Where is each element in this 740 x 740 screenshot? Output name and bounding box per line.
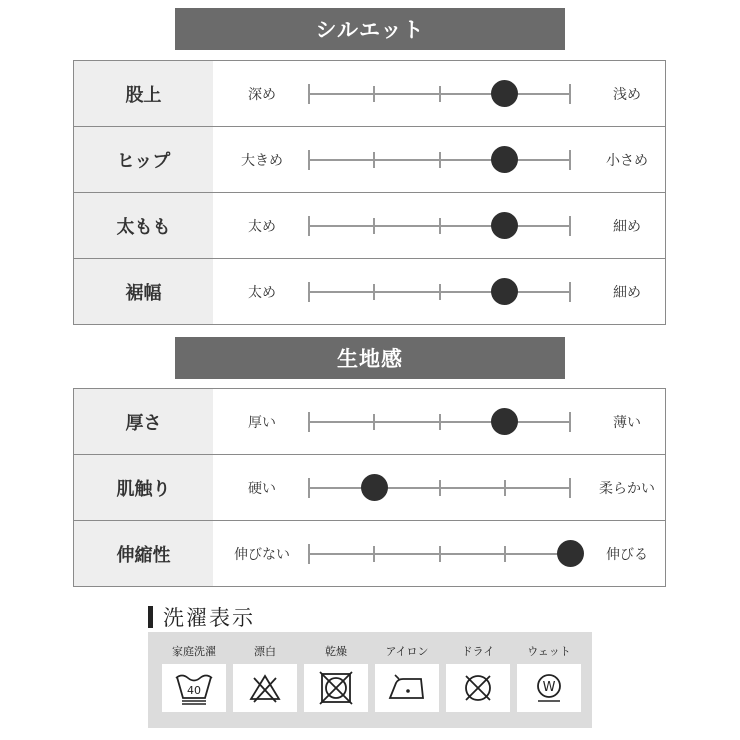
fabric-title: 生地感 xyxy=(337,347,403,371)
scale-track xyxy=(309,291,570,293)
no-tumble-dry-icon xyxy=(304,664,368,712)
left-extreme-label: 厚い xyxy=(248,414,276,431)
care-label: 漂白 xyxy=(254,645,276,658)
iron-low-icon xyxy=(375,664,439,712)
right-extreme-label: 柔らかい xyxy=(599,480,655,497)
care-label: 乾燥 xyxy=(325,645,347,658)
heading-bar xyxy=(148,606,153,628)
care-item-bleach xyxy=(232,632,298,728)
scale-tick xyxy=(439,480,441,496)
wet-clean-letter: W xyxy=(542,680,556,695)
scale-tick xyxy=(439,284,441,300)
left-extreme-label: 大きめ xyxy=(241,152,283,169)
care-item-wet-clean xyxy=(516,632,582,728)
care-item-iron xyxy=(374,632,440,728)
left-extreme-label: 深め xyxy=(248,86,276,103)
fit-row xyxy=(74,192,665,258)
scale-marker xyxy=(491,80,518,107)
scale-tick xyxy=(439,546,441,562)
no-bleach-icon xyxy=(233,664,297,712)
scale-tick xyxy=(439,414,441,430)
scale-marker xyxy=(361,474,388,501)
fabric-row xyxy=(74,454,665,520)
scale-tick xyxy=(504,546,506,562)
scale-tick xyxy=(373,152,375,168)
scale-tick xyxy=(373,546,375,562)
row-label: 厚さ xyxy=(74,389,213,454)
care-label: ドライ xyxy=(461,645,495,658)
silhouette-table xyxy=(73,60,666,325)
care-title: 洗濯表示 xyxy=(163,606,255,630)
scale-tick xyxy=(373,218,375,234)
scale-track xyxy=(309,93,570,95)
row-label: 肌触り xyxy=(74,455,213,520)
care-item-dry-clean xyxy=(445,632,511,728)
scale-track xyxy=(309,159,570,161)
scale-tick xyxy=(373,414,375,430)
row-label: 裾幅 xyxy=(74,259,213,324)
right-extreme-label: 細め xyxy=(613,218,641,235)
left-extreme-label: 太め xyxy=(248,284,276,301)
right-extreme-label: 細め xyxy=(613,284,641,301)
fabric-row xyxy=(74,389,665,454)
row-label: 太もも xyxy=(74,193,213,258)
scale-tick xyxy=(504,480,506,496)
care-item-home-wash xyxy=(161,632,227,728)
scale-track xyxy=(309,553,570,555)
scale-tick xyxy=(569,478,571,498)
left-extreme-label: 硬い xyxy=(248,480,276,497)
row-label: 伸縮性 xyxy=(74,521,213,586)
scale-tick xyxy=(308,412,310,432)
fit-row xyxy=(74,61,665,126)
wet-clean-icon xyxy=(517,664,581,712)
care-item-drying xyxy=(303,632,369,728)
scale-tick xyxy=(373,284,375,300)
care-heading xyxy=(148,602,255,632)
scale-tick xyxy=(439,86,441,102)
scale-tick xyxy=(308,544,310,564)
scale-tick xyxy=(308,216,310,236)
care-panel xyxy=(148,632,592,728)
scale-tick xyxy=(569,282,571,302)
scale-marker xyxy=(491,408,518,435)
right-extreme-label: 浅め xyxy=(613,86,641,103)
scale-marker xyxy=(491,212,518,239)
scale-track xyxy=(309,421,570,423)
scale-tick xyxy=(373,86,375,102)
scale-marker xyxy=(491,146,518,173)
care-label: アイロン xyxy=(385,645,429,658)
scale-track xyxy=(309,225,570,227)
scale-tick xyxy=(439,218,441,234)
right-extreme-label: 小さめ xyxy=(606,152,648,169)
care-label: ウェット xyxy=(527,645,571,658)
row-label: ヒップ xyxy=(74,127,213,192)
scale-tick xyxy=(569,216,571,236)
care-label: 家庭洗濯 xyxy=(172,645,216,658)
scale-tick xyxy=(308,150,310,170)
fit-row xyxy=(74,258,665,324)
silhouette-title: シルエット xyxy=(315,18,425,42)
fabric-header xyxy=(175,337,565,379)
right-extreme-label: 伸びる xyxy=(606,546,648,563)
scale-marker xyxy=(557,540,584,567)
fabric-row xyxy=(74,520,665,586)
right-extreme-label: 薄い xyxy=(613,414,641,431)
left-extreme-label: 伸びない xyxy=(234,546,290,563)
scale-tick xyxy=(308,478,310,498)
scale-marker xyxy=(491,278,518,305)
scale-tick xyxy=(569,150,571,170)
scale-tick xyxy=(308,282,310,302)
wash-tub-40-icon xyxy=(162,664,226,712)
fit-row xyxy=(74,126,665,192)
scale-tick xyxy=(308,84,310,104)
scale-tick xyxy=(569,84,571,104)
wash-temperature: 40 xyxy=(187,684,201,697)
scale-track xyxy=(309,487,570,489)
left-extreme-label: 太め xyxy=(248,218,276,235)
silhouette-header xyxy=(175,8,565,50)
scale-tick xyxy=(569,412,571,432)
fabric-table xyxy=(73,388,666,587)
scale-tick xyxy=(439,152,441,168)
no-dry-clean-icon xyxy=(446,664,510,712)
row-label: 股上 xyxy=(74,61,213,126)
